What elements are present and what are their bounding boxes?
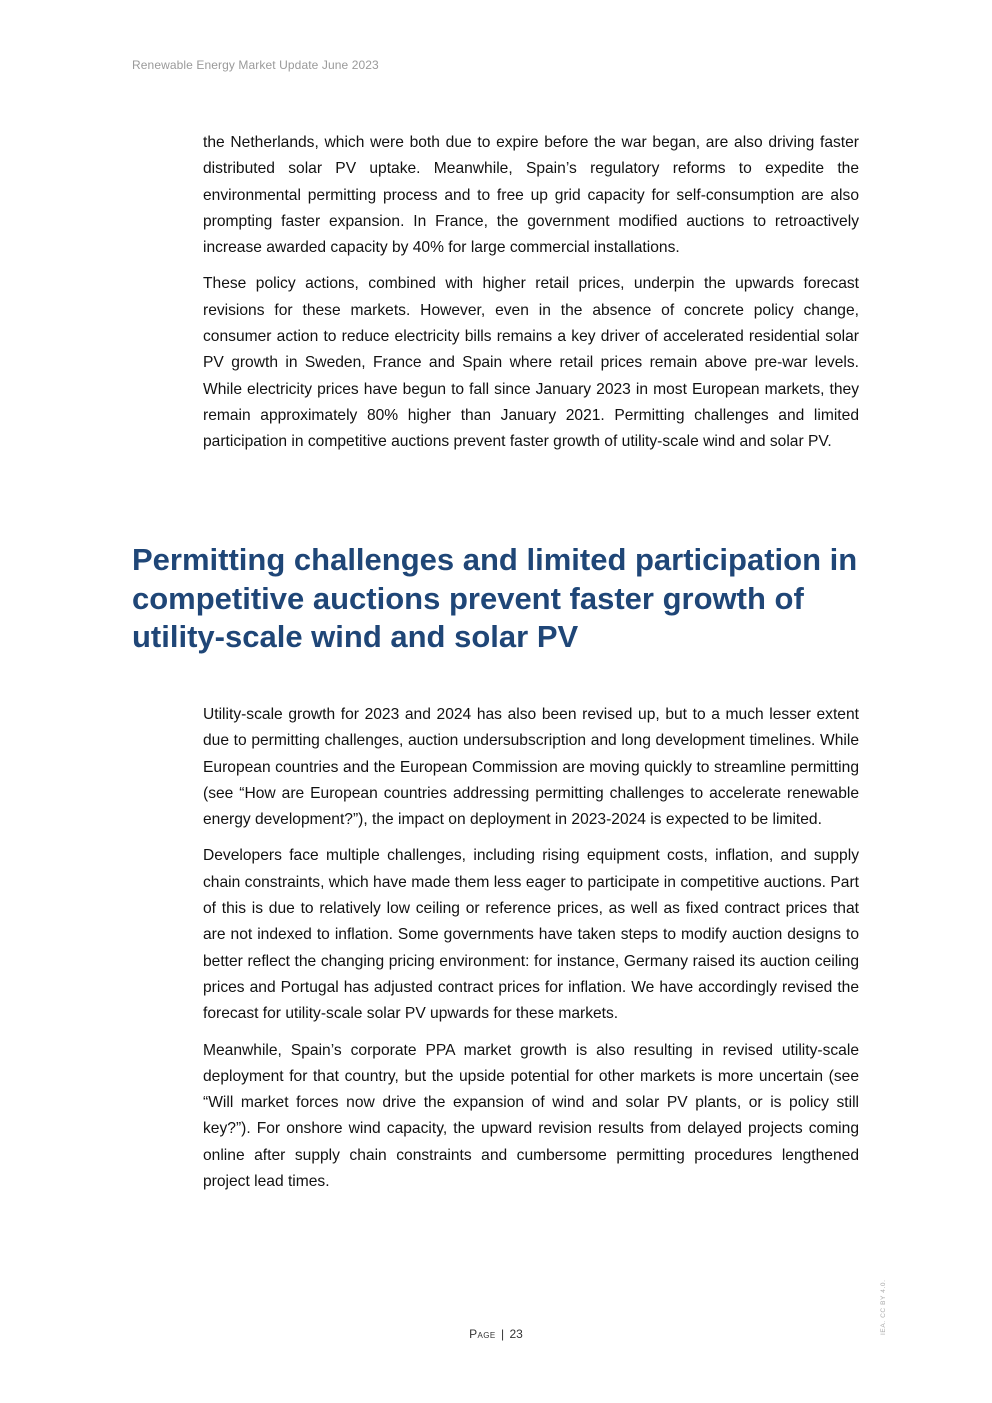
page-label: Page	[469, 1327, 496, 1341]
page-footer	[0, 1327, 992, 1341]
paragraph: These policy actions, combined with higher retail prices, underpin the upwards forecast revisions for these markets. However, even in the absence of concrete policy change, consumer action to reduce electricity bills remains a key driver of accelerated residential solar PV growth in Sweden, France and Spain where retail prices remain above pre-war levels. While electricity prices have begun to fall since January 2023 in most European markets, they remain approximately 80% higher than January 2021. Permitting challenges and limited participation in competitive auctions prevent faster growth of utility-scale wind and solar PV.	[203, 275, 859, 451]
intro-text-block	[203, 130, 859, 456]
page-separator: |	[501, 1327, 505, 1341]
license-note: IEA. CC BY 4.0.	[880, 1279, 887, 1335]
section-text-block	[203, 702, 859, 1195]
section-heading: Permitting challenges and limited participation in competitive auctions prevent faster growth of utility-scale wind and solar PV	[132, 542, 858, 654]
paragraph: Meanwhile, Spain’s corporate PPA market growth is also resulting in revised utility-scale deployment for that country, but the upside potential for other markets is more uncertain (see “Will market forces now drive the expansion of wind and solar PV plants, or is policy still key?”). For onshore wind capacity, the upward revision results from delayed projects coming online after supply chain constraints and cumbersome permitting procedures lengthened project lead times.	[203, 1041, 859, 1191]
running-header: Renewable Energy Market Update June 2023	[132, 58, 379, 72]
paragraph: the Netherlands, which were both due to expire before the war began, are also driving faster distributed solar PV uptake. Meanwhile, Spain’s regulatory reforms to expedite the environmental permitting process and to free up grid capacity for self-consumption are also prompting faster expansion. In France, the government modified auctions to retroactively increase awarded capacity by 40% for large commercial installations.	[203, 134, 859, 257]
paragraph: Utility-scale growth for 2023 and 2024 has also been revised up, but to a much lesser extent due to permitting challenges, auction undersubscription and long development timelines. While European countries and the European Commission are moving quickly to streamline permitting (see “How are European countries addressing permitting challenges to accelerate renewable energy development?”), the impact on deployment in 2023-2024 is expected to be limited.	[203, 706, 859, 829]
paragraph: Developers face multiple challenges, including rising equipment costs, inflation, and supply chain constraints, which have made them less eager to participate in competitive auctions. Part of this is due to relatively low ceiling or reference prices, as well as fixed contract prices that are not indexed to inflation. Some governments have taken steps to modify auction designs to better reflect the changing pricing environment: for instance, Germany raised its auction ceiling prices and Portugal has adjusted contract prices for inflation. We have accordingly revised the forecast for utility-scale solar PV upwards for these markets.	[203, 847, 859, 1023]
page-number: 23	[509, 1327, 523, 1341]
